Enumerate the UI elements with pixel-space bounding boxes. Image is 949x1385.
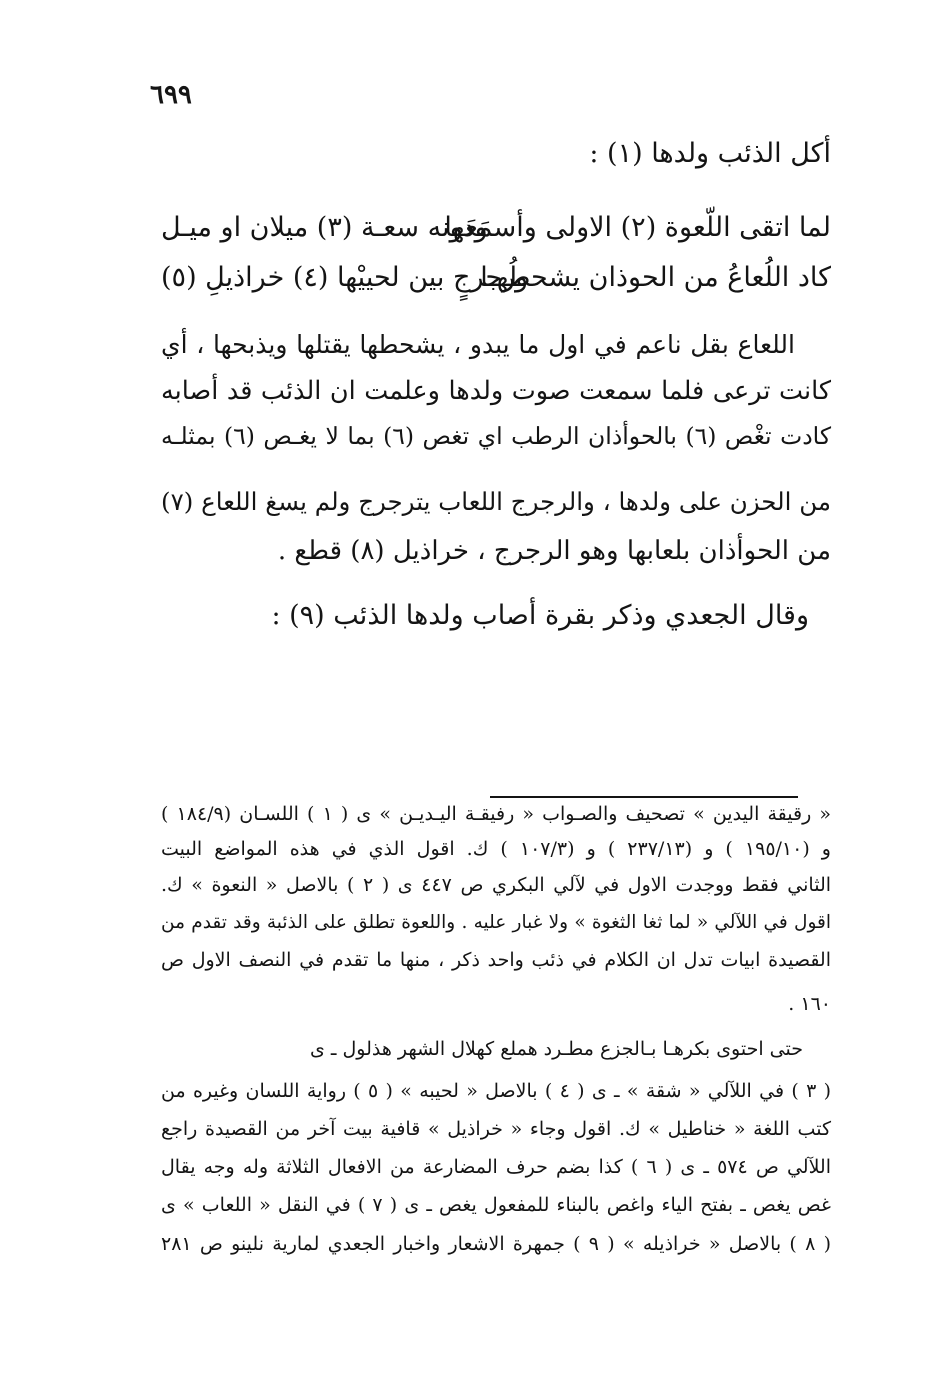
footnote-line: ( ٨ ) بالاصل « خراذيله » ( ٩ ) جمهرة الاشعار واخبار الجعدي لمارية نلينو ص ٢٨١	[161, 1233, 831, 1255]
footnote-line: ( ٣ ) في اللآلي « شقة » ـ ى ( ٤ ) بالاصل « لحيبه » ( ٥ ) رواية اللسان وغيره من	[161, 1080, 832, 1102]
explanation-line: كانت ترعى فلما سمعت صوت ولدها وعلمت ان الذئب قد أصابه	[161, 376, 831, 406]
footnote-line: و (١٩٥/١٠ ) و (٢٣٧/١٣ ) و (١٠٧/٣ ) ك. اقول الذي في هذه المواضع البيت	[161, 838, 831, 860]
footnote-separator	[490, 796, 798, 798]
poem-line	[161, 212, 831, 262]
explanation-line: من الحوأذان بلعابها وهو الرجرج ، خراذيل (٨) قطع .	[277, 536, 831, 566]
footnote-verse: حتى احتوى بكرهـا بـالجزع مطـرد هملع كهلال الشهر هذلول ـ ى	[309, 1038, 803, 1060]
poem-second-hemistich: ودونه سعـة (٣) ميلان او ميـل	[161, 212, 488, 243]
poem-second-hemistich: ورجرجٍ بين لحييْها (٤) خراذيلِ (٥)	[161, 262, 529, 293]
footnote-line: « رقيقة اليدين » تصحيف والصـواب « رفيقـة اليـديـن » ى ( ١ ) اللسـان (١٨٤/٩ )	[161, 803, 831, 825]
footnote-line: ١٦٠ .	[788, 993, 831, 1015]
poem-first-hemistich: كاد اللُعاعُ من الحوذان يشحطُهـا	[480, 262, 831, 293]
poem-first-hemistich: لما اتقى اللّعوة (٢) الاولى وأسمَعَها	[444, 212, 831, 243]
footnote-line: غص يغص ـ بفتح الياء واغص بالبناء للمفعول يغص ـ ى ( ٧ ) في النقل « اللعاب » ى	[161, 1194, 831, 1216]
footnote-line: اقول في اللآلي « لما ثغا الثغوة » ولا غبار عليه . واللعوة تطلق على الذئبة وقد تقدم من	[161, 912, 831, 933]
footnote-line: كتب اللغة « خناطيل » ك. اقول وجاء « خراذيل » قافية بيت آخر من القصيدة راجع	[161, 1118, 831, 1140]
explanation-line: من الحزن على ولدها ، والرجرج اللعاب يترجرج ولم يسغ اللعاع (٧)	[161, 487, 831, 516]
next-poem-intro: وقال الجعدي وذكر بقرة أصاب ولدها الذئب (٩) :	[271, 600, 809, 631]
footnote-line: اللآلي ص ٥٧٤ ـ ى ( ٦ ) كذا بضم حرف المضارعة من الافعال الثلاثة وله وجه يقال	[161, 1156, 831, 1178]
section-heading: أكل الذئب ولدها (١) :	[589, 138, 831, 169]
footnote-line: القصيدة ابيات تدل ان الكلام في ذئب واحد ذكر ، منها ما تقدم في النصف الاول ص	[161, 949, 831, 971]
footnote-line: الثاني فقط ووجدت الاول في لآلي البكري ص ٤٤٧ ى ( ٢ ) بالاصل « النعوة » ك.	[161, 874, 832, 896]
explanation-line: كادت تغْص (٦) بالحوأذان الرطب اي تغص (٦) بما لا يغـص (٦) بمثلـه	[161, 422, 832, 450]
page-number: ٦٩٩	[150, 80, 192, 110]
poem-line	[161, 262, 831, 312]
explanation-line: اللعاع بقل ناعم في اول ما يبدو ، يشحطها يقتلها ويذبحها ، أي	[161, 330, 795, 359]
